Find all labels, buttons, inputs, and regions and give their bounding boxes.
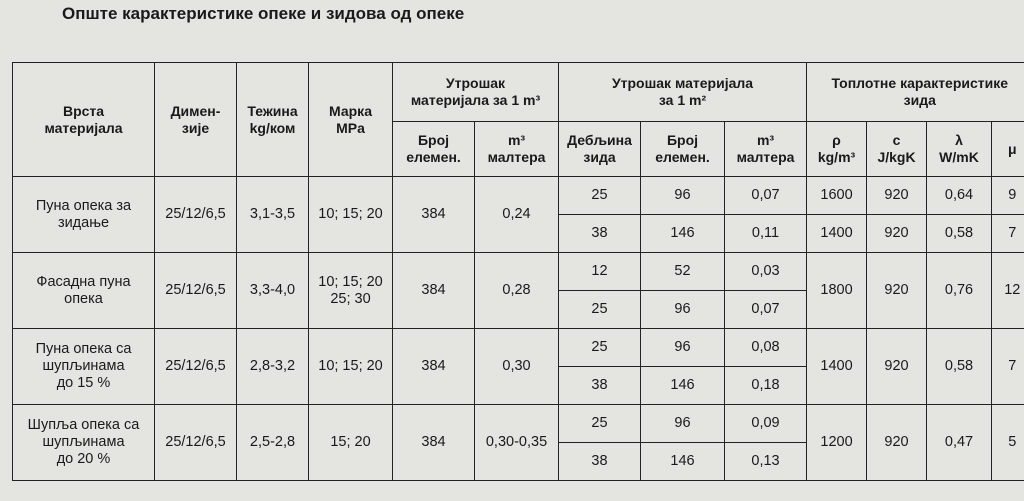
header-mu: μ: [992, 122, 1024, 177]
header-grade: Марка MPa: [309, 63, 393, 177]
material-name: Пуна опека са шупљинама до 15 %: [13, 329, 155, 405]
c-cell: 920: [867, 177, 927, 215]
elements2-cell: 146: [641, 367, 725, 405]
grade-cell: 10; 15; 20 25; 30: [309, 253, 393, 329]
elements2-cell: 96: [641, 177, 725, 215]
header-mortar: m³ малтера: [475, 122, 559, 177]
weight-cell: 2,8-3,2: [237, 329, 309, 405]
rho-cell: 1400: [807, 329, 867, 405]
mu-cell: 7: [992, 215, 1024, 253]
elements-cell: 384: [393, 253, 475, 329]
elements2-cell: 146: [641, 443, 725, 481]
elements-cell: 384: [393, 177, 475, 253]
material-name: Фасадна пуна опека: [13, 253, 155, 329]
page-title: Опште карактеристике опеке и зидова од опеке: [62, 4, 465, 23]
mortar2-cell: 0,07: [725, 291, 807, 329]
rho-cell: 1400: [807, 215, 867, 253]
weight-cell: 3,3-4,0: [237, 253, 309, 329]
brick-characteristics-table: [12, 62, 1024, 481]
thickness-cell: 38: [559, 443, 641, 481]
elements2-cell: 146: [641, 215, 725, 253]
mu-cell: 7: [992, 329, 1024, 405]
elements2-cell: 96: [641, 291, 725, 329]
table-row: [13, 177, 1024, 215]
mu-cell: 9: [992, 177, 1024, 215]
mortar2-cell: 0,07: [725, 177, 807, 215]
dimensions-cell: 25/12/6,5: [155, 177, 237, 253]
c-cell: 920: [867, 329, 927, 405]
header-thermal: Топлотне карактеристике зида: [807, 63, 1024, 122]
lambda-cell: 0,64: [927, 177, 992, 215]
dimensions-cell: 25/12/6,5: [155, 405, 237, 481]
material-name: Пуна опека за зидање: [13, 177, 155, 253]
thickness-cell: 25: [559, 177, 641, 215]
thickness-cell: 25: [559, 405, 641, 443]
rho-cell: 1200: [807, 405, 867, 481]
lambda-cell: 0,58: [927, 329, 992, 405]
header-num-elements-2: Број елемен.: [641, 122, 725, 177]
mortar-cell: 0,28: [475, 253, 559, 329]
material-name: Шупља опека са шупљинама до 20 %: [13, 405, 155, 481]
mortar-cell: 0,30-0,35: [475, 405, 559, 481]
grade-cell: 15; 20: [309, 405, 393, 481]
table-row: [13, 253, 1024, 291]
header-num-elements: Број елемен.: [393, 122, 475, 177]
thickness-cell: 25: [559, 291, 641, 329]
thickness-cell: 38: [559, 367, 641, 405]
header-consumption-m3: Утрошак материјала за 1 m³: [393, 63, 559, 122]
mu-cell: 12: [992, 253, 1024, 329]
header-lambda: λ W/mK: [927, 122, 992, 177]
mortar2-cell: 0,09: [725, 405, 807, 443]
header-material-type: Врста материјала: [13, 63, 155, 177]
dimensions-cell: 25/12/6,5: [155, 253, 237, 329]
mortar2-cell: 0,03: [725, 253, 807, 291]
elements2-cell: 52: [641, 253, 725, 291]
mortar-cell: 0,24: [475, 177, 559, 253]
elements2-cell: 96: [641, 405, 725, 443]
header-c: c J/kgK: [867, 122, 927, 177]
rho-cell: 1600: [807, 177, 867, 215]
elements-cell: 384: [393, 329, 475, 405]
rho-cell: 1800: [807, 253, 867, 329]
mortar2-cell: 0,18: [725, 367, 807, 405]
c-cell: 920: [867, 253, 927, 329]
grade-cell: 10; 15; 20: [309, 329, 393, 405]
lambda-cell: 0,76: [927, 253, 992, 329]
weight-cell: 2,5-2,8: [237, 405, 309, 481]
dimensions-cell: 25/12/6,5: [155, 329, 237, 405]
grade-cell: 10; 15; 20: [309, 177, 393, 253]
elements2-cell: 96: [641, 329, 725, 367]
weight-cell: 3,1-3,5: [237, 177, 309, 253]
c-cell: 920: [867, 405, 927, 481]
header-rho: ρ kg/m³: [807, 122, 867, 177]
lambda-cell: 0,58: [927, 215, 992, 253]
mortar2-cell: 0,13: [725, 443, 807, 481]
thickness-cell: 38: [559, 215, 641, 253]
header-consumption-m2: Утрошак материјала за 1 m²: [559, 63, 807, 122]
elements-cell: 384: [393, 405, 475, 481]
header-mortar-2: m³ малтера: [725, 122, 807, 177]
mortar2-cell: 0,11: [725, 215, 807, 253]
mortar-cell: 0,30: [475, 329, 559, 405]
table-row: [13, 329, 1024, 367]
thickness-cell: 12: [559, 253, 641, 291]
table-row: [13, 405, 1024, 443]
header-wall-thickness: Дебљина зида: [559, 122, 641, 177]
c-cell: 920: [867, 215, 927, 253]
header-weight: Тежина kg/ком: [237, 63, 309, 177]
header-dimensions: Димен- зије: [155, 63, 237, 177]
mu-cell: 5: [992, 405, 1024, 481]
mortar2-cell: 0,08: [725, 329, 807, 367]
lambda-cell: 0,47: [927, 405, 992, 481]
thickness-cell: 25: [559, 329, 641, 367]
